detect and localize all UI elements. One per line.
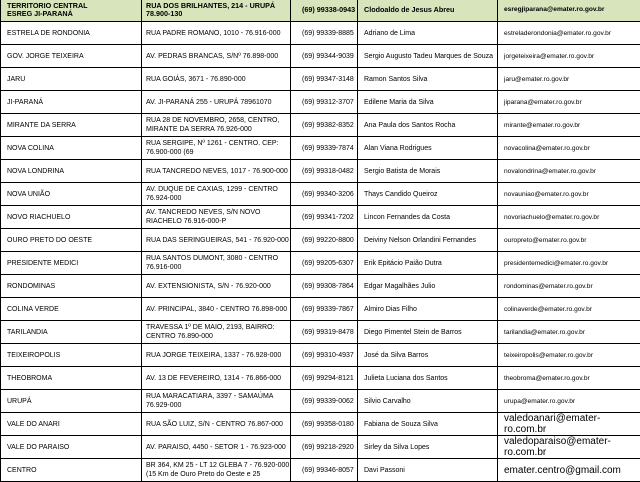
contact-cell: Fabiana de Souza Silva	[358, 413, 498, 436]
email-cell: emater.centro@gmail.com	[498, 459, 640, 482]
phone-cell: (69) 99310-4937	[291, 344, 358, 367]
header-territory-cell	[1, 0, 142, 22]
contact-cell: Julieta Luciana dos Santos	[358, 367, 498, 390]
contact-cell: Davi Passoni	[358, 459, 498, 482]
contact-cell: Silvio Carvalho	[358, 390, 498, 413]
table-row	[1, 68, 640, 91]
city-cell: NOVA UNIÃO	[1, 183, 142, 206]
city-cell: PRESIDENTE MEDICI	[1, 252, 142, 275]
address-cell: RUA SÃO LUIZ, S/N - CENTRO 76.867-000	[142, 413, 291, 436]
city-cell: NOVA COLINA	[1, 137, 142, 160]
contact-cell: Sergio Batista de Morais	[358, 160, 498, 183]
header-territory: TERRITORIO CENTRAL	[7, 2, 141, 10]
city-cell: NOVO RIACHUELO	[1, 206, 142, 229]
email-cell: novacolina@emater.ro.gov.br	[498, 137, 640, 160]
address-cell: RUA SANTOS DUMONT, 3080 - CENTRO 76.916-000	[142, 252, 291, 275]
table-row	[1, 344, 640, 367]
email-cell: estreladerondonia@emater.ro.gov.br	[498, 22, 640, 45]
address-cell: AV. PARAISO, 4450 - SETOR 1 - 76.923-000	[142, 436, 291, 459]
contact-cell: Lincon Fernandes da Costa	[358, 206, 498, 229]
address-cell: RUA DAS SERINGUEIRAS, 541 - 76.920-000	[142, 229, 291, 252]
header-email: esregjiparana@emater.ro.gov.br	[498, 0, 640, 22]
city-cell: TARILANDIA	[1, 321, 142, 344]
address-cell: BR 364, KM 25 - LT 12 GLEBA 7 - 76.920-000 (15 Km de Ouro Preto do Oeste e 25	[142, 459, 291, 482]
city-cell: JARU	[1, 68, 142, 91]
address-cell: RUA MARACATIARA, 3397 - SAMAÚMA 76.929-000	[142, 390, 291, 413]
table-row	[1, 91, 640, 114]
address-cell: RUA PADRE ROMANO, 1010 - 76.916-000	[142, 22, 291, 45]
email-cell: rondominas@emater.ro.gov.br	[498, 275, 640, 298]
email-cell: presidentemedici@emater.ro.gov.br	[498, 252, 640, 275]
email-cell: theobroma@emater.ro.gov.br	[498, 367, 640, 390]
phone-cell: (69) 99344-9039	[291, 45, 358, 68]
email-cell: jiparana@emater.ro.gov.br	[498, 91, 640, 114]
table-row	[1, 321, 640, 344]
city-cell: ESTRELA DE RONDONIA	[1, 22, 142, 45]
email-cell: novoriachuelo@emater.ro.gov.br	[498, 206, 640, 229]
address-cell: RUA TANCREDO NEVES, 1017 - 76.900-000	[142, 160, 291, 183]
phone-cell: (69) 99358-0180	[291, 413, 358, 436]
address-cell: AV. 13 DE FEVEREIRO, 1314 - 76.866-000	[142, 367, 291, 390]
address-cell: TRAVESSA 1º DE MAIO, 2193, BAIRRO: CENTRO 76.890-000	[142, 321, 291, 344]
city-cell: THEOBROMA	[1, 367, 142, 390]
email-cell: novauniao@emater.ro.gov.br	[498, 183, 640, 206]
header-phone: (69) 99338-0943	[291, 0, 358, 22]
address-cell: AV. EXTENSIONISTA, S/N - 76.920-000	[142, 275, 291, 298]
address-cell: AV. PEDRAS BRANCAS, S/Nº 76.898-000	[142, 45, 291, 68]
table-row	[1, 114, 640, 137]
table-row	[1, 298, 640, 321]
phone-cell: (69) 99341-7202	[291, 206, 358, 229]
email-cell: jaru@emater.ro.gov.br	[498, 68, 640, 91]
header-address-cell	[142, 0, 291, 22]
city-cell: RONDOMINAS	[1, 275, 142, 298]
city-cell: TEIXEIROPOLIS	[1, 344, 142, 367]
email-cell: tarilandia@emater.ro.gov.br	[498, 321, 640, 344]
contact-cell: Thays Candido Queiroz	[358, 183, 498, 206]
phone-cell: (69) 99205-6307	[291, 252, 358, 275]
phone-cell: (69) 99347-3148	[291, 68, 358, 91]
contact-cell: Erik Epitácio Paião Dutra	[358, 252, 498, 275]
contact-cell: Deiviny Nelson Orlandini Fernandes	[358, 229, 498, 252]
contact-cell: Adriano de Lima	[358, 22, 498, 45]
city-cell: JI-PARANÁ	[1, 91, 142, 114]
contact-cell: José da Silva Barros	[358, 344, 498, 367]
table-row	[1, 413, 640, 436]
email-cell: colinaverde@emater.ro.gov.br	[498, 298, 640, 321]
contact-cell: Sergio Augusto Tadeu Marques de Souza	[358, 45, 498, 68]
address-cell: RUA JORGE TEIXEIRA, 1337 - 76.928-000	[142, 344, 291, 367]
city-cell: VALE DO PARAISO	[1, 436, 142, 459]
phone-cell: (69) 99220-8800	[291, 229, 358, 252]
phone-cell: (69) 99308-7864	[291, 275, 358, 298]
city-cell: NOVA LONDRINA	[1, 160, 142, 183]
city-cell: URUPÁ	[1, 390, 142, 413]
phone-cell: (69) 99294-8121	[291, 367, 358, 390]
header-contact: Clodoaldo de Jesus Abreu	[358, 0, 498, 22]
contact-cell: Edilene Maria da Silva	[358, 91, 498, 114]
email-cell: novalondrina@emater.ro.gov.br	[498, 160, 640, 183]
header-address-line1: RUA DOS BRILHANTES, 214 - URUPÁ	[146, 2, 290, 10]
contact-cell: Diego Pimentel Stein de Barros	[358, 321, 498, 344]
contact-cell: Ana Paula dos Santos Rocha	[358, 114, 498, 137]
contact-cell: Almiro Dias Filho	[358, 298, 498, 321]
table-row	[1, 160, 640, 183]
table-row	[1, 390, 640, 413]
phone-cell: (69) 99382-8352	[291, 114, 358, 137]
phone-cell: (69) 99339-0062	[291, 390, 358, 413]
table-row	[1, 367, 640, 390]
email-cell: mirante@emater.ro.gov.br	[498, 114, 640, 137]
phone-cell: (69) 99339-8885	[291, 22, 358, 45]
email-cell: valedoparaiso@emater-ro.com.br	[498, 436, 640, 459]
table-row	[1, 22, 640, 45]
city-cell: CENTRO	[1, 459, 142, 482]
table-row	[1, 206, 640, 229]
contact-cell: Edgar Magalhães Julio	[358, 275, 498, 298]
table-row	[1, 459, 640, 482]
table-row	[1, 252, 640, 275]
city-cell: COLINA VERDE	[1, 298, 142, 321]
table-row	[1, 436, 640, 459]
address-cell: RUA GOIÁS, 3671 - 76.890-000	[142, 68, 291, 91]
email-cell: jorgeteixeira@emater.ro.gov.br	[498, 45, 640, 68]
address-cell: AV. DUQUE DE CAXIAS, 1299 - CENTRO 76.924-000	[142, 183, 291, 206]
phone-cell: (69) 99346-8057	[291, 459, 358, 482]
header-address-line2: 78.900-130	[146, 10, 290, 18]
phone-cell: (69) 99339-7867	[291, 298, 358, 321]
phone-cell: (69) 99318-0482	[291, 160, 358, 183]
phone-cell: (69) 99312-3707	[291, 91, 358, 114]
header-office: ESREG JI-PARANÁ	[7, 10, 141, 18]
phone-cell: (69) 99340-3206	[291, 183, 358, 206]
address-cell: RUA SERGIPE, Nº 1261 - CENTRO. CEP: 76.900-000 (69	[142, 137, 291, 160]
email-cell: ouropreto@emater.ro.gov.br	[498, 229, 640, 252]
header-row	[1, 0, 640, 22]
address-cell: AV. PRINCIPAL, 3840 - CENTRO 76.898-000	[142, 298, 291, 321]
city-cell: GOV. JORGE TEIXEIRA	[1, 45, 142, 68]
address-cell: AV. TANCREDO NEVES, S/N NOVO RIACHELO 76.916-000-P	[142, 206, 291, 229]
table-row	[1, 229, 640, 252]
contact-cell: Sirley da Silva Lopes	[358, 436, 498, 459]
phone-cell: (69) 99218-2920	[291, 436, 358, 459]
city-cell: MIRANTE DA SERRA	[1, 114, 142, 137]
contact-cell: Ramon Santos Silva	[358, 68, 498, 91]
email-cell: valedoanari@emater-ro.com.br	[498, 413, 640, 436]
city-cell: VALE DO ANARI	[1, 413, 142, 436]
table-row	[1, 45, 640, 68]
address-cell: AV. JI-PARANÁ 255 - URUPÁ 78961070	[142, 91, 291, 114]
table-row	[1, 275, 640, 298]
table-row	[1, 183, 640, 206]
table-row	[1, 137, 640, 160]
phone-cell: (69) 99339-7874	[291, 137, 358, 160]
address-cell: RUA 28 DE NOVEMBRO, 2658, CENTRO, MIRANTE DA SERRA 76.926-000	[142, 114, 291, 137]
phone-cell: (69) 99319-8478	[291, 321, 358, 344]
email-cell: urupa@emater.ro.gov.br	[498, 390, 640, 413]
city-cell: OURO PRETO DO OESTE	[1, 229, 142, 252]
email-cell: teixeiropolis@emater.ro.gov.br	[498, 344, 640, 367]
contact-cell: Alan Viana Rodrigues	[358, 137, 498, 160]
